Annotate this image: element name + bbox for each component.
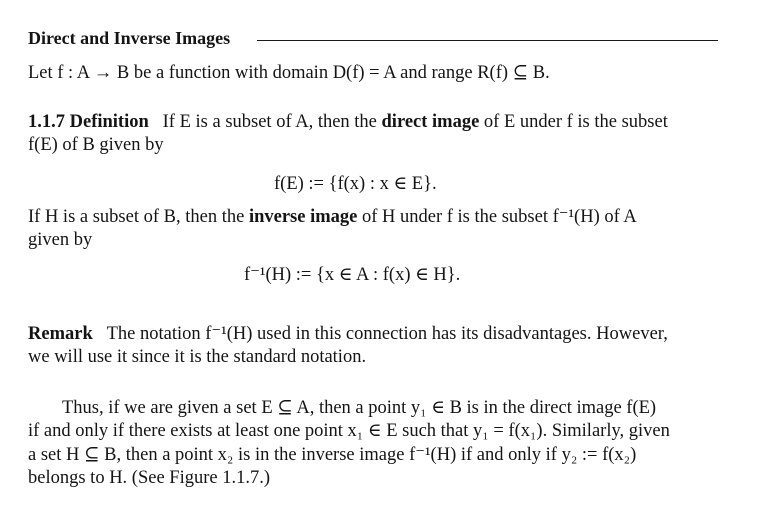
inverse-image-formula: f⁻¹(H) := {x ∈ A : f(x) ∈ H}.	[244, 265, 461, 285]
definition-text-1a: If E is a subset of A, then the	[162, 112, 382, 132]
remark-text-1: The notation f⁻¹(H) used in this connection has its disadvantages. However,	[106, 324, 668, 344]
definition-label: 1.1.7 Definition	[28, 112, 149, 132]
definition-text-1b: of E under f is the subset	[479, 112, 668, 132]
paragraph-line-2: if and only if there exists at least one point x₁ ∈ E such that y₁ = f(x₁). Similarly, given	[28, 421, 670, 441]
remark-label: Remark	[28, 324, 93, 344]
paragraph-line-3: a set H ⊆ B, then a point x₂ is in the inverse image f⁻¹(H) if and only if y₂ := f(x₂)	[28, 445, 637, 465]
definition-line-1	[28, 110, 668, 134]
paragraph-line-4: belongs to H. (See Figure 1.1.7.)	[28, 468, 271, 488]
heading-rule	[257, 40, 718, 41]
intro-sentence: Let f : A → B be a function with domain D(f) = A and range R(f) ⊆ B.	[28, 63, 550, 83]
term-direct-image: direct image	[381, 112, 480, 132]
definition-line-2: f(E) of B given by	[28, 135, 164, 155]
remark-line-2: we will use it since it is the standard notation.	[28, 347, 367, 367]
term-inverse-image: inverse image	[248, 207, 358, 227]
definition-text-3a: If H is a subset of B, then the	[28, 207, 249, 227]
definition-line-4: given by	[28, 230, 93, 250]
section-heading: Direct and Inverse Images	[28, 28, 231, 48]
direct-image-formula: f(E) := {f(x) : x ∈ E}.	[274, 174, 437, 194]
definition-text-3b: of H under f is the subset f⁻¹(H) of A	[357, 207, 637, 227]
definition-line-3	[28, 205, 637, 229]
paragraph-line-1: Thus, if we are given a set E ⊆ A, then a point y₁ ∈ B is in the direct image f(E)	[62, 398, 657, 418]
remark-line-1	[28, 322, 668, 346]
